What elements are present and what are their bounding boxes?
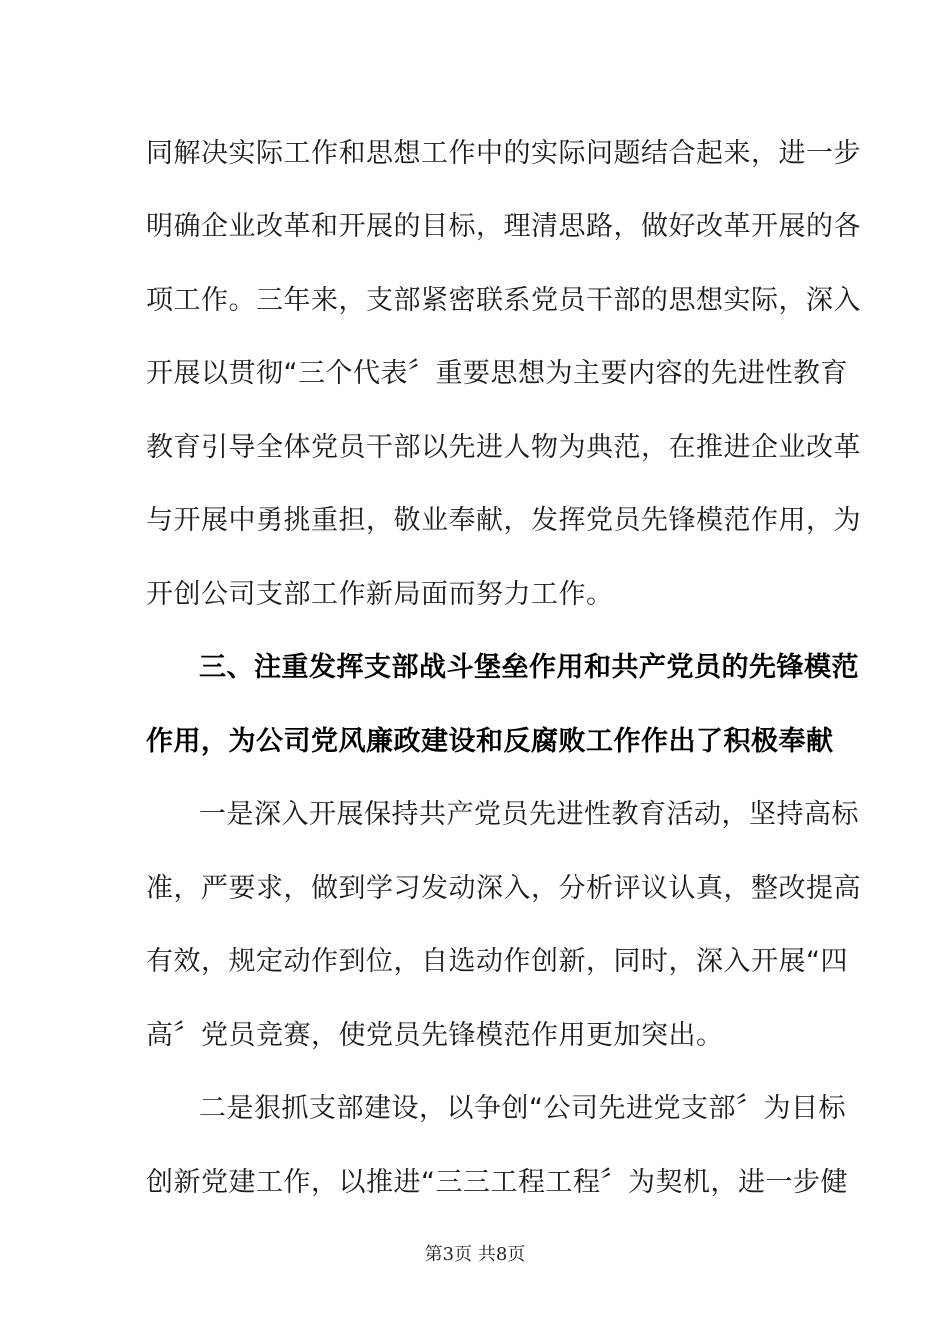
- paragraph-line: 创新党建工作，以推进“三三工程工程〞为契机，进一步健: [146, 1167, 848, 1198]
- body-text-line: 开展以贯彻“三个代表〞重要思想为主要内容的先进性教育: [146, 358, 848, 389]
- section-heading-line: 三、注重发挥支部战斗堡垒作用和共产党员的先锋模范: [199, 652, 859, 683]
- body-text-line: 开创公司支部工作新局面而努力工作。: [146, 579, 614, 610]
- body-text-line: 同解决实际工作和思想工作中的实际问题结合起来，进一步: [146, 138, 861, 169]
- body-text-line: 教育引导全体党员干部以先进人物为典范，在推进企业改革: [146, 432, 861, 463]
- paragraph-line: 高〞党员竞赛，使党员先锋模范作用更加突出。: [146, 1020, 724, 1051]
- paragraph-line: 有效，规定动作到位，自选动作创新，同时，深入开展“四: [146, 946, 848, 977]
- paragraph-line: 二是狠抓支部建设，以争创“公司先进党支部〞为目标: [199, 1093, 846, 1124]
- body-text-line: 明确企业改革和开展的目标，理清思路，做好改革开展的各: [146, 211, 861, 242]
- page-number-footer: 第3页 共8页: [424, 1244, 526, 1265]
- paragraph-line: 一是深入开展保持共产党员先进性教育活动，坚持高标: [199, 799, 859, 830]
- section-heading-line: 作用，为公司党风廉政建设和反腐败工作作出了积极奉献: [146, 726, 834, 757]
- body-text-line: 项工作。三年来，支部紧密联系党员干部的思想实际，深入: [146, 285, 861, 316]
- body-text-line: 与开展中勇挑重担，敬业奉献，发挥党员先锋模范作用，为: [146, 505, 861, 536]
- paragraph-line: 准，严要求，做到学习发动深入，分析评议认真，整改提高: [146, 873, 861, 904]
